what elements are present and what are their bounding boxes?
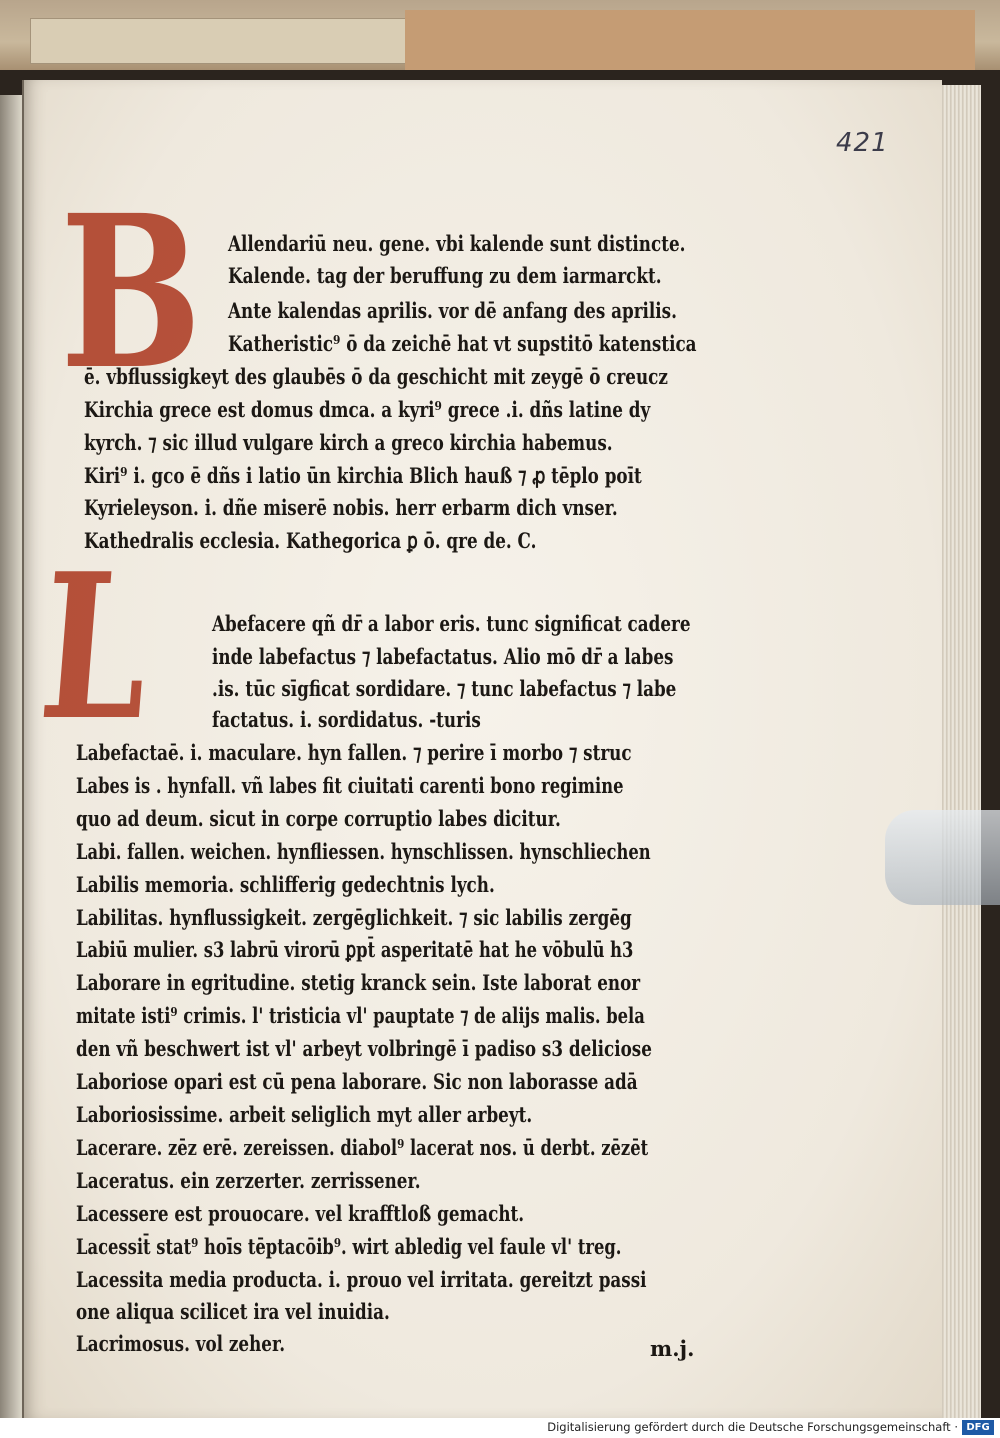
- text-line: quo ad deum. sicut in corpe corruptio labes dicitur.: [76, 807, 561, 832]
- text-line: Labilis memoria. schlifferig gedechtnis lych.: [76, 873, 495, 898]
- text-line: Kalende. tag der beruffung zu dem iarmarckt.: [228, 264, 662, 289]
- text-line: Kirchia grece est domus dmca. a kyri⁹ grece .i. dñs latine dy: [84, 398, 651, 423]
- text-line: ē. vbflussigkeyt des glaubēs ō da geschicht mit zeygē ō creucz: [84, 365, 668, 390]
- text-line: Allendariū neu. gene. vbi kalende sunt distincte.: [228, 232, 686, 257]
- text-line: Abefacere qñ dr̄ a labor eris. tunc significat cadere: [212, 612, 691, 637]
- text-line: inde labefactus ⁊ labefactatus. Alio mō dr̄ a labes: [212, 645, 674, 670]
- text-line: Labes is . hynfall. vñ labes fit ciuitati carenti bono regimine: [76, 774, 624, 799]
- funding-credit: Digitalisierung gefördert durch die Deutsche Forschungsgemeinschaft ·: [547, 1420, 958, 1434]
- text-line: den vñ beschwert ist vl' arbeyt volbringē ī padiso s3 deliciose: [76, 1037, 652, 1062]
- text-line: Labilitas. hynflussigkeit. zergēglichkeit. ⁊ sic labilis zergēg: [76, 906, 632, 931]
- page-marker-clip: [885, 810, 1000, 905]
- folio-number: 421: [836, 128, 889, 158]
- text-line: Laboriose opari est cū pena laborare. Sic non laborasse adā: [76, 1070, 638, 1095]
- text-line: Lacessere est prouocare. vel krafftloß gemacht.: [76, 1202, 525, 1227]
- initial-letter-l: L: [32, 530, 157, 765]
- text-line: Ante kalendas aprilis. vor dē anfang des aprilis.: [228, 299, 677, 324]
- text-line: Lacessit̄ stat⁹ hoīs tēptacōib⁹. wirt abledig vel faule vl' treg.: [76, 1235, 622, 1260]
- text-line: one aliqua scilicet ira vel inuidia.: [76, 1300, 390, 1325]
- book-cover-top: [0, 0, 1000, 70]
- text-line: Labiū mulier. s3 labrū virorū ꝑpt̄ asperitatē hat he vōbulū h3: [76, 938, 634, 963]
- credit-bar: [0, 1418, 1000, 1438]
- text-line: Labi. fallen. weichen. hynfliessen. hynschlissen. hynschliechen: [76, 840, 651, 865]
- text-line: Laceratus. ein zerzerter. zerrissener.: [76, 1169, 421, 1194]
- text-line: .is. tūc sīgficat sordidare. ⁊ tunc labefactus ⁊ labe: [212, 677, 677, 702]
- text-line: Kyrieleyson. i. dñe miserē nobis. herr erbarm dich vnser.: [84, 496, 618, 521]
- cover-tape: [30, 18, 412, 64]
- text-line: Katheristic⁹ ō da zeichē hat vt supstitō katenstica: [228, 332, 697, 357]
- signature-mark: m.j.: [650, 1336, 695, 1361]
- text-line: Labefactaē. i. maculare. hyn fallen. ⁊ perire ī morbo ⁊ struc: [76, 741, 632, 766]
- text-line: mitate isti⁹ crimis. l' tristicia vl' pauptate ⁊ de alijs malis. bela: [76, 1004, 645, 1029]
- text-line: Lacrimosus. vol zeher.: [76, 1332, 286, 1357]
- text-line: Lacerare. zēz erē. zereissen. diabol⁹ lacerat nos. ū derbt. zēzēt: [76, 1136, 649, 1161]
- text-line: factatus. i. sordidatus. -turis: [212, 708, 481, 733]
- initial-letter-b: B: [60, 169, 202, 416]
- text-line: kyrch. ⁊ sic illud vulgare kirch a greco kirchia habemus.: [84, 431, 613, 456]
- text-line: Kathedralis ecclesia. Kathegorica ꝑ ō. qre de. C.: [84, 529, 537, 554]
- dfg-logo: DFG: [962, 1420, 994, 1435]
- text-line: Laboriosissime. arbeit seliglich myt aller arbeyt.: [76, 1103, 533, 1128]
- text-line: Laborare in egritudine. stetig kranck sein. Iste laborat enor: [76, 971, 641, 996]
- text-line: Lacessita media producta. i. prouo vel irritata. gereitzt passi: [76, 1268, 647, 1293]
- cover-leather: [405, 10, 975, 70]
- text-line: Kiri⁹ i. gco ē dñs i latio ūn kirchia Blich hauß ⁊ ꝓ tēplo poīt: [84, 464, 642, 489]
